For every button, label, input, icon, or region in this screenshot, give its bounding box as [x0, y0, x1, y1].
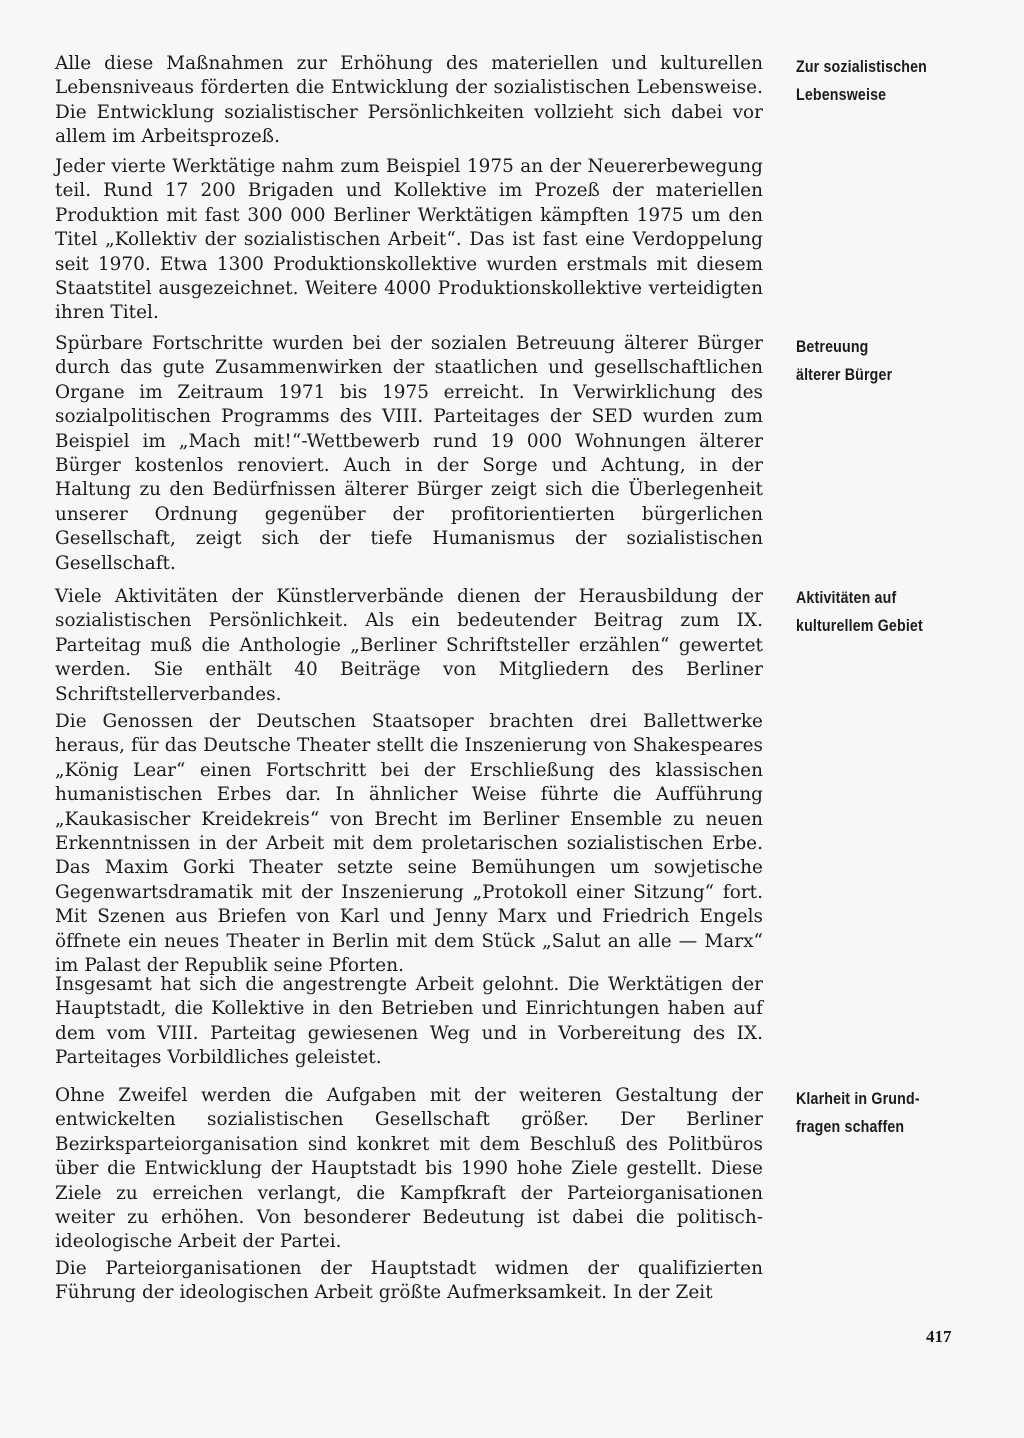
- margin-heading-lebensweise: Zur sozialistischen Lebensweise: [796, 58, 928, 104]
- paragraph-theater: Die Genossen der Deutschen Staatsoper brachten drei Ballettwerke heraus, für das Deutsche Theater stellt die Inszenierung von Shakespeares „König Lear“ einen Fortschritt bei der Erschließung des klassischen humanistischen Erbes dar. In ähnlicher Weise führte die Aufführung „Kaukasischer Kreidekreis“ von Brecht im Berliner Ensemble zu neuen Erkenntnissen in der Arbeit mit dem proletarischen sozialistischen Erbe. Das Maxim Gorki Theater setzte seine Bemühungen um sowjetische Gegenwartsdramatik mit der Inszenierung „Protokoll einer Sitzung“ fort. Mit Szenen aus Briefen von Karl und Jenny Marx und Friedrich Engels öffnete ein neues Theater in Berlin mit dem Stück „Salut an alle — Marx“ im Palast der Republik seine Pforten.: [55, 711, 763, 977]
- paragraph-insgesamt: Insgesamt hat sich die angestrengte Arbeit gelohnt. Die Werktätigen der Hauptstadt, die Kollektive in den Betrieben und Einrichtungen haben auf dem vom VIII. Parteitag gewiesenen Weg und in Vorbereitung des IX. Parteitages Vorbildliches geleistet.: [55, 974, 763, 1069]
- page-number: 417: [926, 1327, 952, 1346]
- paragraph-lebensweise-intro: Alle diese Maßnahmen zur Erhöhung des materiellen und kulturellen Lebensniveaus förderten die Entwicklung der sozialistischen Lebensweise. Die Entwicklung sozialistischer Persönlichkeiten vollzieht sich dabei vor allem im Arbeitsprozeß.: [55, 53, 763, 148]
- paragraph-aufgaben: Ohne Zweifel werden die Aufgaben mit der weiteren Gestaltung der entwickelten sozialistischen Gesellschaft größer. Der Berliner Bezirksparteiorganisation sind konkret mit dem Beschluß des Politbüros über die Entwicklung der Hauptstadt bis 1990 hohe Ziele gestellt. Diese Ziele zu erreichen verlangt, die Kampfkraft der Parteiorganisationen weiter zu erhöhen. Von besonderer Bedeutung ist dabei die politisch-ideologische Arbeit der Partei.: [55, 1085, 763, 1253]
- margin-heading-grundfragen: Klarheit in Grund- fragen schaffen: [796, 1090, 920, 1136]
- paragraph-betreuung-aelterer-buerger: Spürbare Fortschritte wurden bei der sozialen Betreuung älterer Bürger durch das gute Zusammenwirken der staatlichen und gesellschaftlichen Organe im Zeitraum 1971 bis 1975 erreicht. In Verwirklichung des sozialpolitischen Programms des VIII. Parteitages der SED wurden zum Beispiel im „Mach mit!“-Wettbewerb rund 19 000 Wohnungen älterer Bürger kostenlos renoviert. Auch in der Sorge und Achtung, in der Haltung zu den Bedürfnissen älterer Bürger zeigt sich die Überlegenheit unserer Ordnung gegenüber der profitorientierten bürgerlichen Gesellschaft, zeigt sich der tiefe Humanismus der sozialistischen Gesellschaft.: [55, 333, 763, 574]
- paragraph-parteiorganisationen: Die Parteiorganisationen der Hauptstadt widmen der qualifizierten Führung der ideologischen Arbeit größte Aufmerksamkeit. In der Zeit: [55, 1258, 763, 1304]
- margin-heading-betreuung: Betreuung älterer Bürger: [796, 338, 893, 384]
- paragraph-kuenstlerverbaende: Viele Aktivitäten der Künstlerverbände dienen der Herausbildung der sozialistischen Persönlichkeit. Als ein bedeutender Beitrag zum IX. Parteitag muß die Anthologie „Berliner Schriftsteller erzählen“ gewertet werden. Sie enthält 40 Beiträge von Mitgliedern des Berliner Schriftstellerverbandes.: [55, 586, 763, 705]
- paragraph-neuererbewegung: Jeder vierte Werktätige nahm zum Beispiel 1975 an der Neuererbewegung teil. Rund 17 200 Brigaden und Kollektive im Prozeß der materiellen Produktion mit fast 300 000 Berliner Werktätigen kämpften 1975 um den Titel „Kollektiv der sozialistischen Arbeit“. Das ist fast eine Verdoppelung seit 1970. Etwa 1300 Produktionskollektive wurden erstmals mit diesem Staatstitel ausgezeichnet. Weitere 4000 Produktionskollektive verteidigten ihren Titel.: [55, 156, 763, 324]
- margin-heading-kultur: Aktivitäten auf kulturellem Gebiet: [796, 589, 923, 635]
